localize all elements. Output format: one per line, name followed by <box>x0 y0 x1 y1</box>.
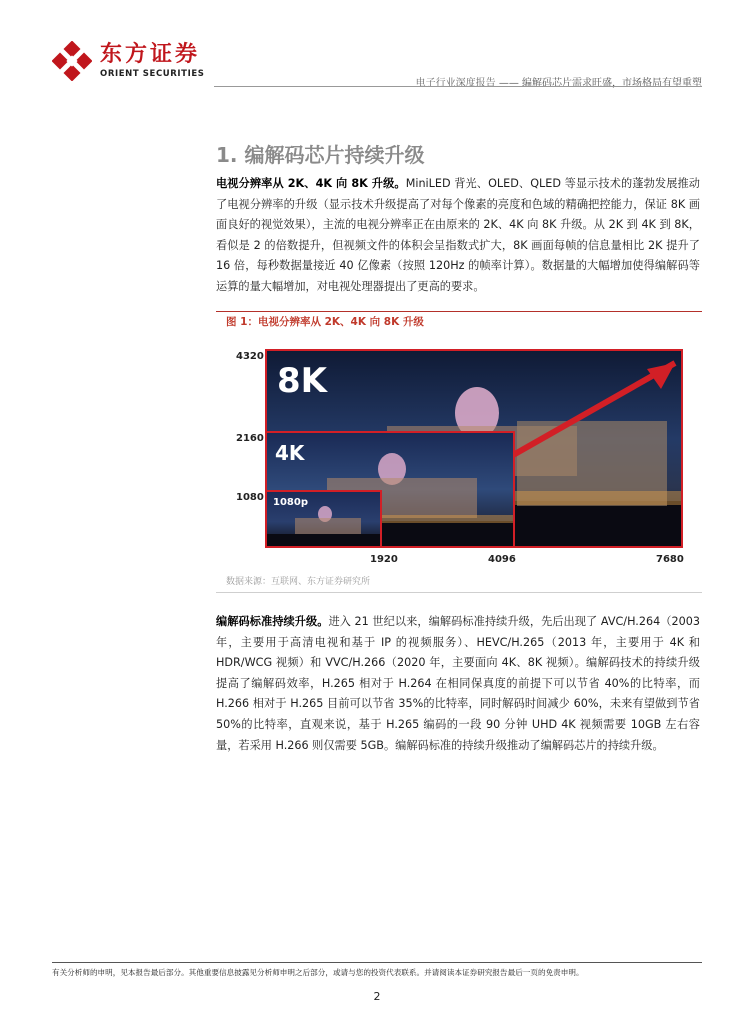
figure-caption: 图 1：电视分辨率从 2K、4K 向 8K 升级 <box>226 316 424 328</box>
company-name-cn: 东方证券 <box>100 42 201 67</box>
page-number: 2 <box>373 990 381 1003</box>
x-tick-7680: 7680 <box>656 554 684 565</box>
figure-source: 数据来源：互联网、东方证券研究所 <box>226 577 371 587</box>
label-1080p: 1080p <box>273 497 308 508</box>
resolution-1080p-image <box>265 490 382 548</box>
company-name-en: ORIENT SECURITIES <box>100 69 205 79</box>
report-separator: —— <box>495 78 522 89</box>
paragraph-lead: 编解码标准持续升级。 <box>216 615 329 628</box>
report-subtitle: 编解码芯片需求旺盛，市场格局有望重塑 <box>522 78 702 89</box>
figure-bottom-rule <box>216 592 702 593</box>
y-tick-1080: 1080 <box>236 492 264 503</box>
paragraph-resolution <box>216 174 700 298</box>
label-8k: 8K <box>277 361 328 401</box>
paragraph-body: 进入 21 世纪以来，编解码标准持续升级，先后出现了 AVC/H.264（2003 年，主要用于高清电视和基于 IP 的视频服务）、HEVC/H.265（2013 年，主要用于 4K 和 HDR/WCG 视频）和 VVC/H.266（2020 年，主要面向 4K、8K 视频）。编解码技术的持续升级提高了编解码效率，H.265 相对于 H.264 在相同保真度的前提下可以节省 40%的比特率，而 H.266 相对于 H.265 目前可以节省 35%的比特率，同时解码时间减少 60%，未来有望做到节省 50%的比特率，直观来说，基于 H.265 编码的一段 90 分钟 UHD 4K 视频需要 10GB 左右容量，若采用 H.266 则仅需要 5GB。编解码标准的持续升级推动了编解码芯片的持续升级。 <box>216 615 700 752</box>
y-tick-4320: 4320 <box>236 351 264 362</box>
y-tick-2160: 2160 <box>236 433 264 444</box>
x-tick-1920: 1920 <box>370 554 398 565</box>
paragraph-lead: 电视分辨率从 2K、4K 向 8K 升级。 <box>216 177 406 190</box>
logo-mark-icon <box>52 41 92 81</box>
label-4k: 4K <box>275 441 305 465</box>
header-divider <box>214 86 702 87</box>
paragraph-body: MiniLED 背光、OLED、QLED 等显示技术的蓬勃发展推动了电视分辨率的升级（显示技术升级提高了对每个像素的亮度和色域的精确把控能力，保证 8K 画面良好的视觉效果），主流的电视分辨率正在由原来的 2K、4K 向 8K 升级。从 2K 到 4K 到 8K，看似是 2 的倍数提升，但视频文件的体积会呈指数式扩大，8K 画面每帧的信息量相比 2K 提升了 16 倍，每秒数据量接近 40 亿像素（按照 120Hz 的帧率计算）。数据量的大幅增加使得编解码等运算的量大幅增加，对电视处理器提出了更高的要求。 <box>216 177 700 293</box>
paragraph-codec-standards <box>216 612 700 756</box>
footer-divider <box>52 962 702 963</box>
report-type: 电子行业深度报告 <box>415 78 496 89</box>
footer-disclaimer: 有关分析师的申明，见本报告最后部分。其他重要信息披露见分析师申明之后部分，或请与您的投资代表联系。并请阅读本证券研究报告最后一页的免责申明。 <box>52 968 584 977</box>
x-tick-4096: 4096 <box>488 554 516 565</box>
company-logo <box>52 38 204 84</box>
section-title: 1. 编解码芯片持续升级 <box>216 143 425 167</box>
figure-top-rule <box>216 311 702 312</box>
